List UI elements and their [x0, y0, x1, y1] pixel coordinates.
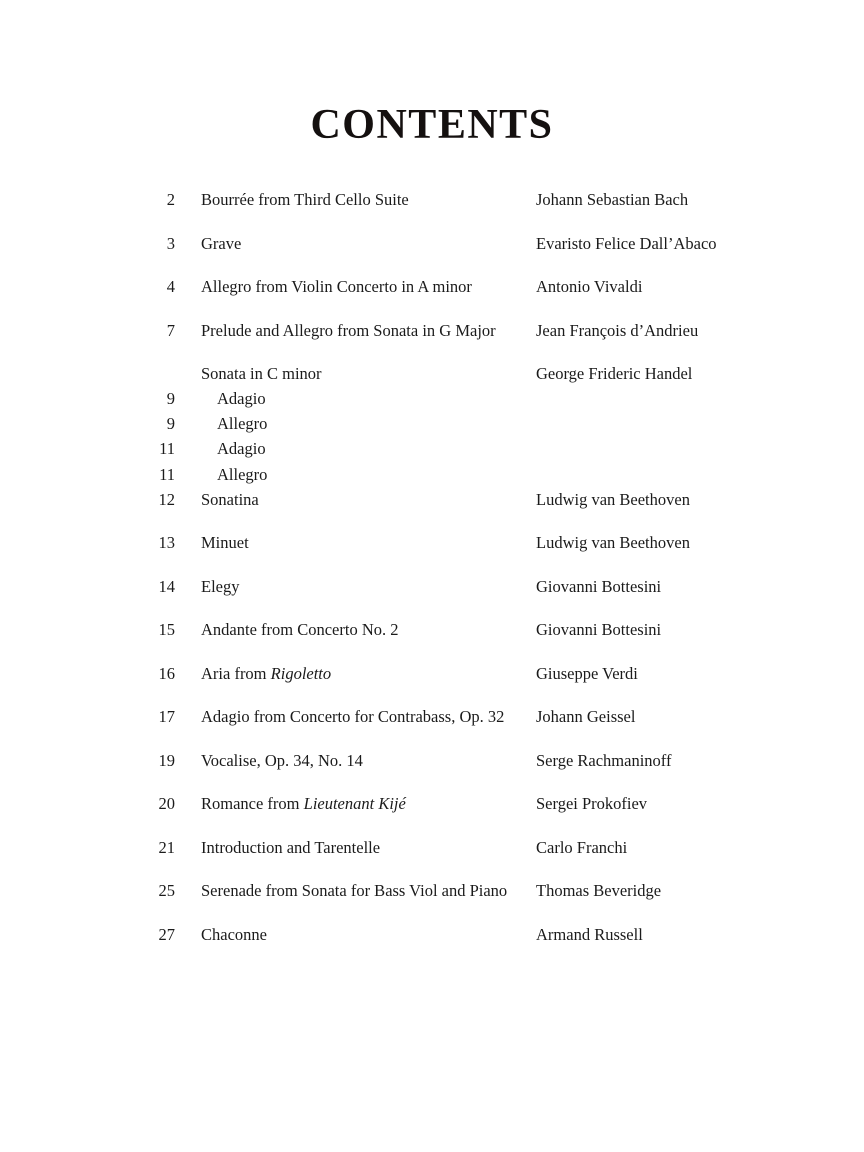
- toc-entry-row[interactable]: [0, 577, 864, 621]
- toc-entry-composer: Evaristo Felice Dall’Abaco: [536, 233, 717, 253]
- toc-entry-title: Adagio: [217, 389, 266, 408]
- toc-entry-row[interactable]: [0, 234, 864, 278]
- toc-entry-title: Vocalise, Op. 34, No. 14: [201, 750, 363, 770]
- toc-page-number: 25: [158, 881, 175, 901]
- toc-entry-title: Sonatina: [201, 489, 259, 509]
- toc-entry-composer: Giuseppe Verdi: [536, 663, 638, 683]
- toc-entry-row[interactable]: [0, 751, 864, 795]
- toc-entry-title-work: Lieutenant Kijé: [303, 794, 406, 814]
- toc-page-number: 4: [166, 277, 175, 296]
- toc-entry-composer: Thomas Beveridge: [536, 881, 662, 901]
- toc-entry-title-work: Rigoletto: [270, 663, 332, 683]
- toc-entry-composer: Giovanni Bottesini: [536, 576, 662, 596]
- toc-entry-composer: Johann Sebastian Bach: [536, 190, 689, 209]
- toc-entry-composer: Sergei Prokofiev: [536, 794, 648, 814]
- toc-entry-row[interactable]: [0, 190, 864, 234]
- toc-entry-row[interactable]: [0, 707, 864, 751]
- toc-entry-title: Andante from Concerto No. 2: [201, 620, 399, 640]
- toc-page-number: 17: [158, 707, 175, 727]
- toc-entry-title: Prelude and Allegro from Sonata in G Major: [201, 320, 496, 340]
- toc-entry-title: [201, 664, 331, 684]
- toc-entry-row[interactable]: [0, 533, 864, 577]
- toc-entry-composer: Jean François d’Andrieu: [536, 320, 699, 340]
- toc-entry-row[interactable]: [0, 439, 864, 464]
- toc-entry-title: Adagio from Concerto for Contrabass, Op. 32: [201, 707, 505, 727]
- toc-entry-row[interactable]: [0, 465, 864, 490]
- toc-entry-title-text: Aria from: [201, 663, 271, 683]
- toc-entry-composer: Ludwig van Beethoven: [536, 489, 690, 509]
- toc-entry-row[interactable]: [0, 321, 864, 365]
- toc-entry-row[interactable]: [0, 389, 864, 414]
- toc-entry-title: Bourrée from Third Cello Suite: [201, 190, 409, 209]
- toc-entry-title: Allegro: [217, 464, 268, 484]
- toc-entry-title: Allegro from Violin Concerto in A minor: [201, 277, 472, 296]
- toc-entry-row[interactable]: [0, 881, 864, 925]
- toc-entry-composer: Armand Russell: [536, 924, 643, 944]
- toc-entry-row[interactable]: [0, 925, 864, 969]
- toc-entry-title: Serenade from Sonata for Bass Viol and Piano: [201, 881, 508, 901]
- toc-page-number: 11: [159, 439, 175, 459]
- toc-entry-composer: Carlo Franchi: [536, 837, 628, 857]
- toc-entry-title: Sonata in C minor: [201, 364, 322, 383]
- toc-page-number: 2: [166, 190, 175, 209]
- toc-entry-title: Elegy: [201, 576, 240, 596]
- toc-entry-row[interactable]: [0, 364, 864, 389]
- toc-entry-title-text: Romance from: [201, 794, 304, 814]
- toc-entry-row[interactable]: [0, 794, 864, 838]
- toc-page-number: 3: [166, 233, 175, 253]
- toc-page-number: 15: [158, 620, 175, 640]
- toc-entry-row[interactable]: [0, 664, 864, 708]
- toc-page-number: 11: [159, 464, 175, 484]
- toc-entry-row[interactable]: [0, 838, 864, 882]
- toc-entry-title: Introduction and Tarentelle: [201, 837, 381, 857]
- toc-page-number: 27: [158, 924, 175, 944]
- toc-page-number: 19: [158, 750, 175, 770]
- toc-entry-composer: Antonio Vivaldi: [536, 277, 643, 296]
- toc-entry-title: Chaconne: [201, 924, 267, 944]
- toc-page-number: 9: [166, 389, 175, 408]
- toc-page-number: 7: [166, 320, 175, 340]
- toc-entry-composer: Ludwig van Beethoven: [536, 533, 690, 553]
- toc-page-number: 13: [158, 533, 175, 553]
- toc-entry-title: Grave: [201, 233, 242, 253]
- page-title: CONTENTS: [310, 102, 554, 148]
- toc-page-number: 16: [158, 663, 175, 683]
- table-of-contents: [0, 190, 864, 968]
- toc-entry-row[interactable]: [0, 414, 864, 439]
- toc-entry-row[interactable]: [0, 277, 864, 321]
- toc-entry-composer: George Frideric Handel: [536, 364, 693, 383]
- toc-page-number: 14: [158, 576, 175, 596]
- toc-page-number: 9: [166, 414, 175, 434]
- toc-page-number: 21: [158, 837, 175, 857]
- toc-page-number: 20: [158, 794, 175, 814]
- toc-entry-title: [201, 794, 406, 814]
- toc-entry-title: Allegro: [217, 414, 268, 434]
- toc-entry-row[interactable]: [0, 490, 864, 534]
- toc-page-number: 12: [158, 489, 175, 509]
- toc-entry-row[interactable]: [0, 620, 864, 664]
- toc-entry-title: Adagio: [217, 439, 266, 459]
- toc-entry-composer: Serge Rachmaninoff: [536, 750, 672, 770]
- toc-entry-composer: Johann Geissel: [536, 707, 636, 727]
- toc-entry-composer: Giovanni Bottesini: [536, 620, 662, 640]
- toc-entry-title: Minuet: [201, 533, 249, 553]
